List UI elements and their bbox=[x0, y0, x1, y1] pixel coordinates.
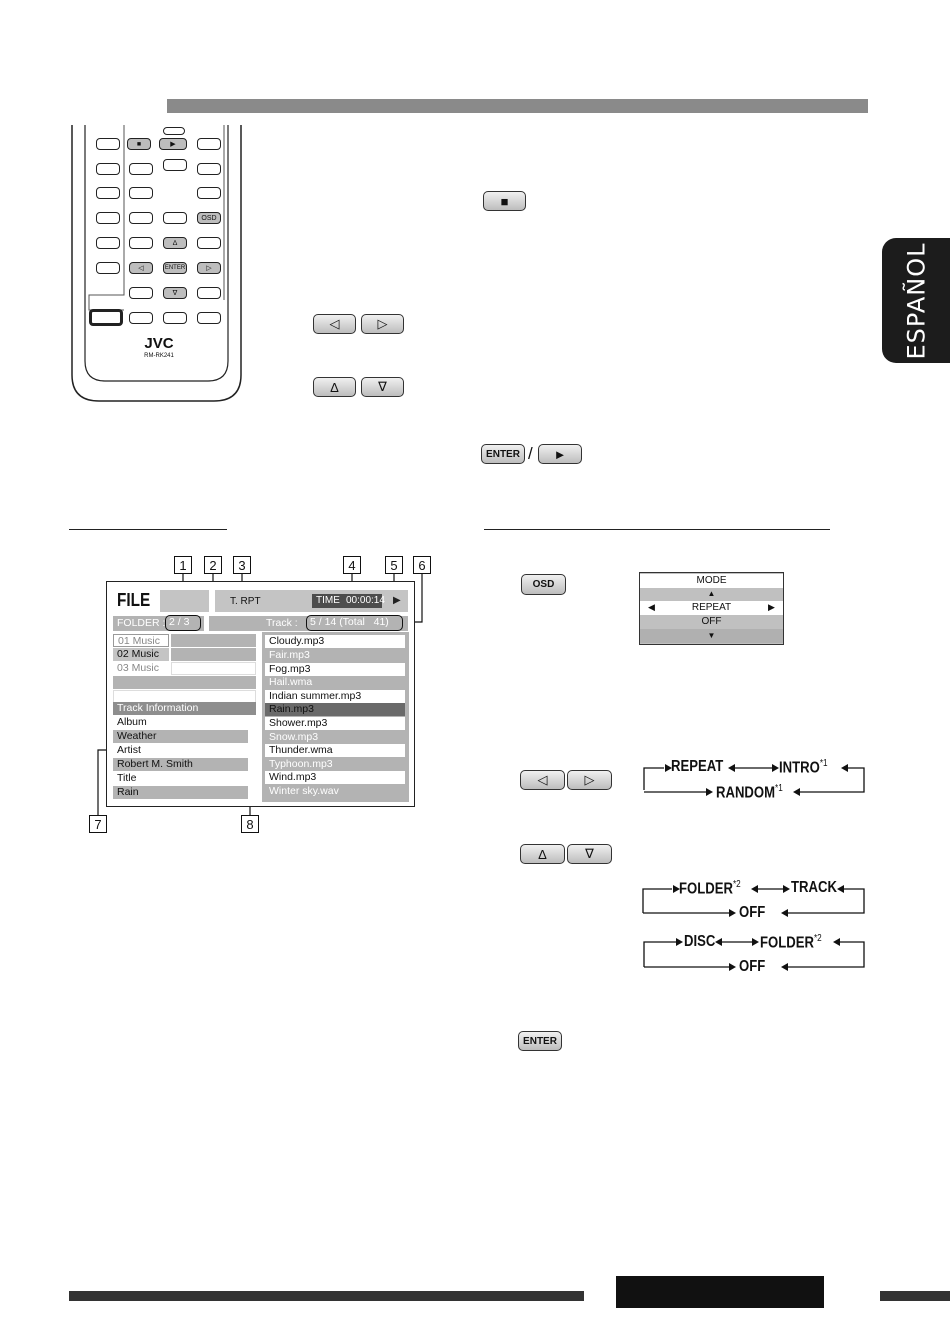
track-info-row: Artist bbox=[113, 744, 248, 757]
remote-osd-key: OSD bbox=[197, 212, 221, 224]
track-item[interactable]: Thunder.wma bbox=[265, 744, 405, 757]
track-value: 5 / 14 (Total 41) bbox=[306, 615, 403, 631]
track-item[interactable]: Winter sky.wav bbox=[265, 785, 405, 798]
time-label: TIME bbox=[316, 595, 340, 606]
up-button[interactable]: ∆ bbox=[313, 377, 356, 397]
callout-7: 7 bbox=[89, 815, 107, 833]
track-item-selected[interactable]: Rain.mp3 bbox=[265, 703, 405, 716]
cycle1-repeat: REPEAT bbox=[671, 758, 724, 775]
play-indicator: ▶ bbox=[393, 595, 401, 606]
cycle3-off: OFF bbox=[739, 958, 766, 975]
callout-1: 1 bbox=[174, 556, 192, 574]
track-info-row: Album bbox=[113, 716, 248, 729]
track-label: Track : bbox=[266, 617, 298, 629]
mode-value: REPEAT bbox=[691, 602, 732, 613]
track-info-row: Rain bbox=[113, 786, 248, 799]
track-item[interactable]: Fair.mp3 bbox=[265, 649, 405, 662]
track-item[interactable]: Hail.wma bbox=[265, 676, 405, 689]
remote-right-key: ▷ bbox=[197, 262, 221, 274]
folder-item[interactable]: 01 Music bbox=[113, 634, 169, 647]
track-item[interactable]: Wind.mp3 bbox=[265, 771, 405, 784]
remote-left-key: ◁ bbox=[129, 262, 153, 274]
footer-bar-right bbox=[880, 1291, 950, 1301]
mode-up-button[interactable]: ∆ bbox=[520, 844, 565, 864]
time-value: 00:00:14 bbox=[346, 595, 385, 606]
mode-right-button[interactable]: ▷ bbox=[567, 770, 612, 790]
slash-separator: / bbox=[528, 444, 533, 463]
cycle2-track: TRACK bbox=[791, 879, 837, 896]
cycle3-disc: DISC bbox=[684, 933, 716, 950]
confirm-enter-button[interactable]: ENTER bbox=[518, 1031, 562, 1051]
track-item[interactable]: Shower.mp3 bbox=[265, 717, 405, 730]
footer-bar-left bbox=[69, 1291, 584, 1301]
callout-6: 6 bbox=[413, 556, 431, 574]
language-tab-label: ESPAÑOL bbox=[902, 242, 930, 359]
remote-down-key: ∇ bbox=[163, 287, 187, 299]
track-info-row: Title bbox=[113, 772, 248, 785]
folder-value: 2 / 3 bbox=[165, 615, 201, 631]
footer-page-block bbox=[616, 1276, 824, 1308]
folder-item[interactable]: 02 Music bbox=[113, 648, 169, 661]
callout-3: 3 bbox=[233, 556, 251, 574]
remote-play-key: ▶ bbox=[159, 138, 187, 150]
cycle1-intro: INTRO$^{*1}$ bbox=[779, 758, 828, 777]
track-info-title: Track Information bbox=[113, 702, 256, 715]
folder-label: FOLDER : bbox=[117, 617, 166, 629]
remote-enter-key: ENTER bbox=[163, 262, 187, 274]
track-info-row: Robert M. Smith bbox=[113, 758, 248, 771]
cycle1-random: RANDOM$^{*1}$ bbox=[716, 783, 783, 802]
callout-8: 8 bbox=[241, 815, 259, 833]
file-label: FILE bbox=[117, 590, 151, 610]
track-item[interactable]: Fog.mp3 bbox=[265, 663, 405, 676]
track-item[interactable]: Indian summer.mp3 bbox=[265, 690, 405, 703]
mode-left-button[interactable]: ◁ bbox=[520, 770, 565, 790]
mode-down-button[interactable]: ∇ bbox=[567, 844, 612, 864]
callout-5: 5 bbox=[385, 556, 403, 574]
track-info-row: Weather bbox=[113, 730, 248, 743]
track-item[interactable]: Snow.mp3 bbox=[265, 731, 405, 744]
mode-right-arrow[interactable]: ▶ bbox=[768, 602, 775, 612]
mode-down-arrow[interactable]: ▼ bbox=[640, 629, 783, 643]
left-button[interactable]: ◁ bbox=[313, 314, 356, 334]
remote-brand-logo: JVC bbox=[144, 335, 174, 352]
cycle2-folder: FOLDER$^{*2}$ bbox=[679, 879, 741, 898]
callout-4: 4 bbox=[343, 556, 361, 574]
right-button[interactable]: ▷ bbox=[361, 314, 404, 334]
mode-menu-title: MODE bbox=[640, 574, 783, 588]
cycle2-off: OFF bbox=[739, 904, 766, 921]
mode-up-arrow[interactable]: ▲ bbox=[707, 589, 716, 598]
callout-2: 2 bbox=[204, 556, 222, 574]
enter-button[interactable]: ENTER bbox=[481, 444, 525, 464]
track-item[interactable]: Cloudy.mp3 bbox=[265, 635, 405, 648]
track-item[interactable]: Typhoon.mp3 bbox=[265, 758, 405, 771]
mode-left-arrow[interactable]: ◀ bbox=[648, 602, 655, 612]
osd-button[interactable]: OSD bbox=[521, 574, 566, 595]
remote-up-key: ∆ bbox=[163, 237, 187, 249]
down-button[interactable]: ∇ bbox=[361, 377, 404, 397]
remote-model-label: RM-RK241 bbox=[144, 353, 174, 359]
mode-next-option: OFF bbox=[701, 616, 722, 627]
folder-item[interactable]: 03 Music bbox=[113, 662, 169, 675]
stop-button[interactable]: ■ bbox=[483, 191, 526, 211]
trpt-indicator: T. RPT bbox=[230, 596, 261, 607]
play-button[interactable]: ► bbox=[538, 444, 582, 464]
remote-stop-key: ■ bbox=[127, 138, 151, 150]
cycle3-folder: FOLDER$^{*2}$ bbox=[760, 933, 822, 952]
